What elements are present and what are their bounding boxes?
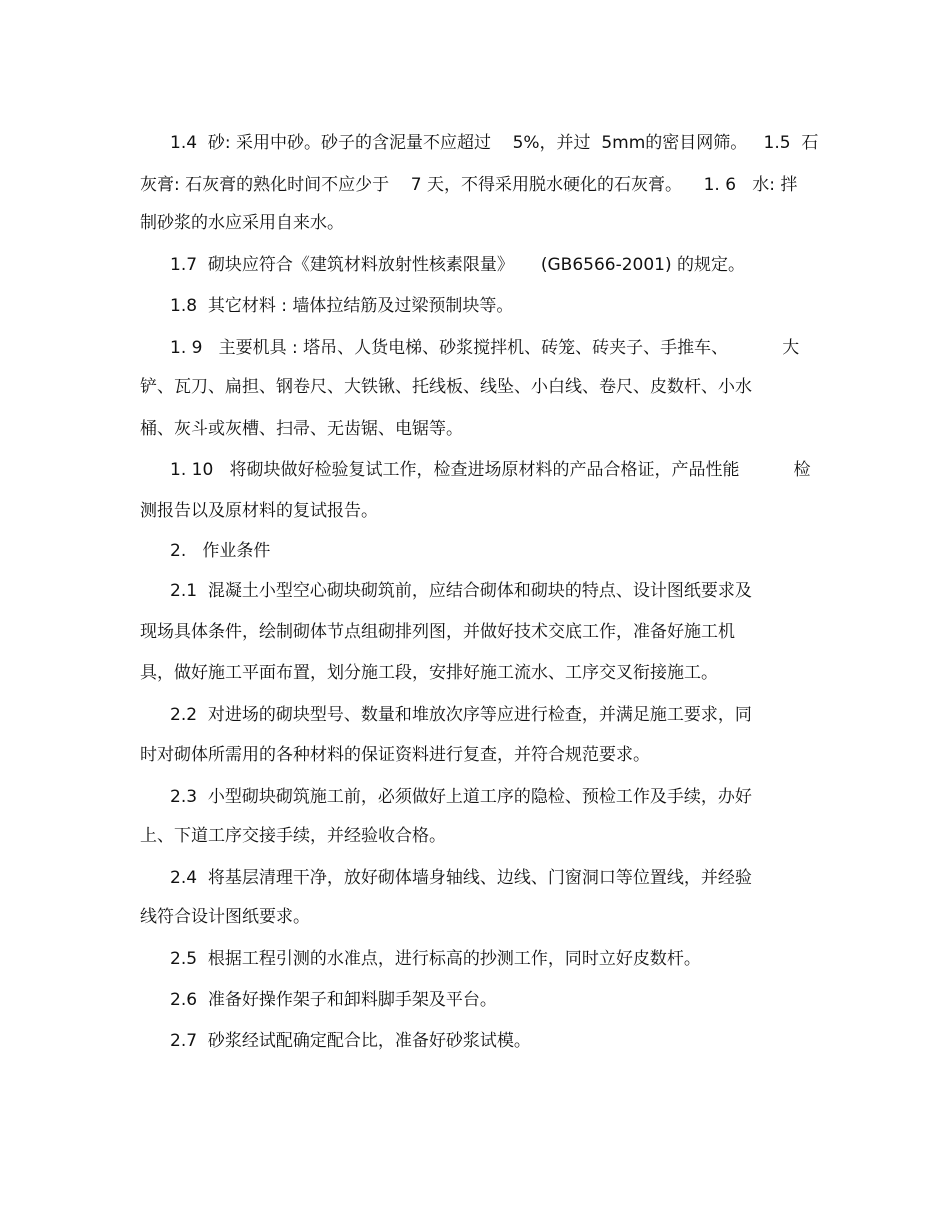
text-line: 灰膏: 石灰膏的熟化时间不应少于 7 天，不得采用脱水硬化的石灰膏。 1. 6 水: 拌 — [140, 175, 798, 195]
text-line: 铲、瓦刀、扁担、钢卷尺、大铁锹、托线板、线坠、小白线、卷尺、皮数杆、小水 — [140, 377, 752, 397]
text-line: 1. 10 将砌块做好检验复试工作，检查进场原材料的产品合格证，产品性能 检 — [170, 460, 811, 480]
text-line: 2.1 混凝土小型空心砌块砌筑前，应结合砌体和砌块的特点、设计图纸要求及 — [170, 581, 752, 601]
text-line: 1.7 砌块应符合《建筑材料放射性核素限量》 (GB6566-2001) 的规定。 — [170, 255, 746, 275]
text-line: 制砂浆的水应采用自来水。 — [140, 213, 344, 233]
text-line: 2.2 对进场的砌块型号、数量和堆放次序等应进行检查，并满足施工要求，同 — [170, 705, 752, 725]
text-line: 2.3 小型砌块砌筑施工前，必须做好上道工序的隐检、预检工作及手续，办好 — [170, 787, 752, 807]
text-line: 1.4 砂: 采用中砂。砂子的含泥量不应超过 5%，并过 5mm的密目网筛。 1.5 石 — [170, 133, 819, 153]
text-line: 桶、灰斗或灰槽、扫帚、无齿锯、电锯等。 — [140, 419, 463, 439]
text-line: 线符合设计图纸要求。 — [140, 907, 310, 927]
text-line: 上、下道工序交接手续，并经验收合格。 — [140, 826, 446, 846]
text-line: 2.4 将基层清理干净，放好砌体墙身轴线、边线、门窗洞口等位置线，并经验 — [170, 868, 752, 888]
text-line: 具，做好施工平面布置，划分施工段，安排好施工流水、工序交叉衔接施工。 — [140, 663, 718, 683]
text-line: 1. 9 主要机具 : 塔吊、人货电梯、砂浆搅拌机、砖笼、砖夹子、手推车、 大 — [170, 338, 800, 358]
text-line: 现场具体条件，绘制砌体节点组砌排列图，并做好技术交底工作，准备好施工机 — [140, 622, 735, 642]
text-line: 2.5 根据工程引测的水准点，进行标高的抄测工作，同时立好皮数杆。 — [170, 949, 701, 969]
text-line: 测报告以及原材料的复试报告。 — [140, 501, 378, 521]
text-line: 2.7 砂浆经试配确定配合比，准备好砂浆试模。 — [170, 1031, 531, 1051]
text-line: 2.6 准备好操作架子和卸料脚手架及平台。 — [170, 990, 497, 1010]
text-line: 1.8 其它材料 : 墙体拉结筋及过梁预制块等。 — [170, 296, 514, 316]
section-heading: 2. 作业条件 — [170, 541, 271, 561]
text-line: 时对砌体所需用的各种材料的保证资料进行复查，并符合规范要求。 — [140, 745, 650, 765]
